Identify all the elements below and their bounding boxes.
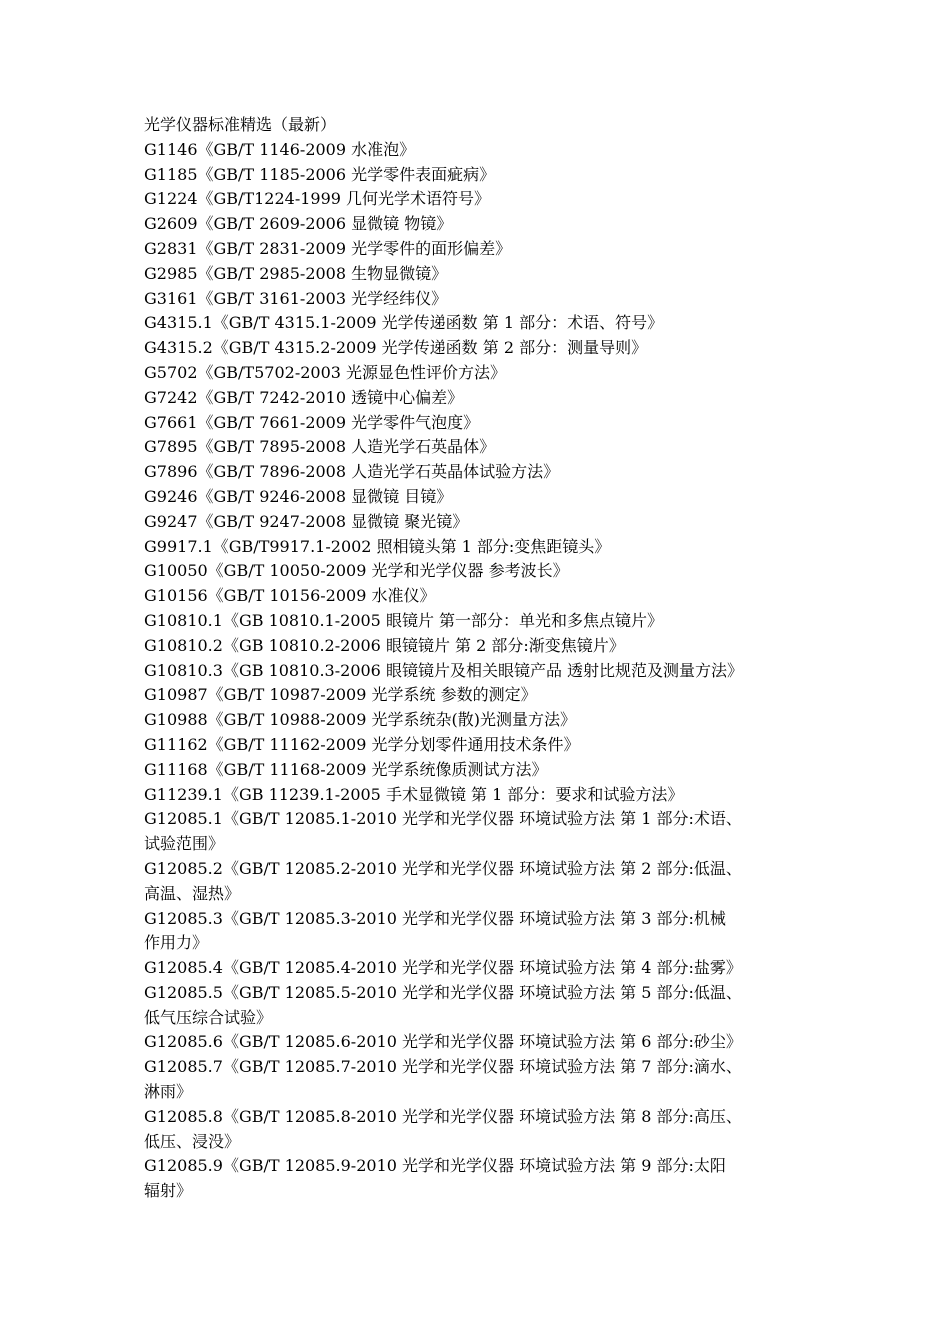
standard-entry-continuation: 低气压综合试验》: [144, 1007, 273, 1027]
standard-entry: G12085.8《GB/T 12085.8-2010 光学和光学仪器 环境试验方法 第 8 部分:高压、: [144, 1106, 742, 1126]
standard-entry: G2609《GB/T 2609-2006 显微镜 物镜》: [144, 214, 453, 234]
standard-entry-continuation: 作用力》: [144, 933, 209, 953]
standard-entry: G9917.1《GB/T9917.1-2002 照相镜头第 1 部分:变焦距镜头》: [144, 536, 611, 556]
standard-entry: G12085.2《GB/T 12085.2-2010 光学和光学仪器 环境试验方法 第 2 部分:低温、: [144, 858, 742, 878]
standard-entry: G10810.3《GB 10810.3-2006 眼镜镜片及相关眼镜产品 透射比规范及测量方法》: [144, 660, 744, 680]
standard-entry: G10050《GB/T 10050-2009 光学和光学仪器 参考波长》: [144, 561, 569, 581]
standard-entry: G7661《GB/T 7661-2009 光学零件气泡度》: [144, 412, 480, 432]
standard-entry: G12085.9《GB/T 12085.9-2010 光学和光学仪器 环境试验方法 第 9 部分:太阳: [144, 1156, 726, 1176]
standard-entry-continuation: 试验范围》: [144, 834, 225, 854]
standard-entry: G2831《GB/T 2831-2009 光学零件的面形偏差》: [144, 238, 512, 258]
standard-entry: G9247《GB/T 9247-2008 显微镜 聚光镜》: [144, 511, 469, 531]
standard-entry: G3161《GB/T 3161-2003 光学经纬仪》: [144, 288, 448, 308]
document-title: 光学仪器标准精选（最新）: [144, 115, 337, 134]
standard-entry: G5702《GB/T5702-2003 光源显色性评价方法》: [144, 362, 507, 382]
standard-entry: G4315.2《GB/T 4315.2-2009 光学传递函数 第 2 部分：测量导则》: [144, 338, 648, 358]
standard-entry: G10987《GB/T 10987-2009 光学系统 参数的测定》: [144, 685, 537, 705]
standard-entry: G2985《GB/T 2985-2008 生物显微镜》: [144, 263, 448, 283]
standard-entry: G11239.1《GB 11239.1-2005 手术显微镜 第 1 部分：要求和试验方法》: [144, 784, 684, 804]
standard-entry: G4315.1《GB/T 4315.1-2009 光学传递函数 第 1 部分：术语、符号》: [144, 313, 664, 333]
standard-entry: G9246《GB/T 9246-2008 显微镜 目镜》: [144, 486, 453, 506]
standard-entry: G10156《GB/T 10156-2009 水准仪》: [144, 586, 436, 606]
standard-entry: G7242《GB/T 7242-2010 透镜中心偏差》: [144, 387, 464, 407]
standard-entry-continuation: 低压、浸没》: [144, 1131, 241, 1151]
standard-entry: G1185《GB/T 1185-2006 光学零件表面疵病》: [144, 164, 496, 184]
standard-entry-continuation: 高温、湿热》: [144, 883, 241, 903]
standard-entry: G12085.4《GB/T 12085.4-2010 光学和光学仪器 环境试验方法 第 4 部分:盐雾》: [144, 958, 742, 978]
standard-entry: G12085.6《GB/T 12085.6-2010 光学和光学仪器 环境试验方法 第 6 部分:砂尘》: [144, 1032, 742, 1052]
standard-entry: G10988《GB/T 10988-2009 光学系统杂(散)光测量方法》: [144, 710, 576, 730]
standard-entry: G11168《GB/T 11168-2009 光学系统像质测试方法》: [144, 759, 548, 779]
standard-entry-continuation: 辐射》: [144, 1181, 193, 1201]
standard-entry: G11162《GB/T 11162-2009 光学分划零件通用技术条件》: [144, 734, 580, 754]
standard-entry: G10810.2《GB 10810.2-2006 眼镜镜片 第 2 部分:渐变焦镜片》: [144, 635, 625, 655]
standard-entry: G10810.1《GB 10810.1-2005 眼镜片 第一部分：单光和多焦点镜片》: [144, 610, 664, 630]
standard-entry-continuation: 淋雨》: [144, 1082, 193, 1102]
standard-entry: G7895《GB/T 7895-2008 人造光学石英晶体》: [144, 437, 496, 457]
standard-entry: G1146《GB/T 1146-2009 水准泡》: [144, 139, 416, 159]
standard-entry: G12085.1《GB/T 12085.1-2010 光学和光学仪器 环境试验方法 第 1 部分:术语、: [144, 809, 742, 829]
standard-entry: G12085.3《GB/T 12085.3-2010 光学和光学仪器 环境试验方法 第 3 部分:机械: [144, 908, 726, 928]
document-body: [144, 113, 814, 1204]
standard-entry: G12085.5《GB/T 12085.5-2010 光学和光学仪器 环境试验方法 第 5 部分:低温、: [144, 982, 742, 1002]
standard-entry: G7896《GB/T 7896-2008 人造光学石英晶体试验方法》: [144, 462, 560, 482]
standard-entry: G12085.7《GB/T 12085.7-2010 光学和光学仪器 环境试验方法 第 7 部分:滴水、: [144, 1057, 742, 1077]
standard-entry: G1224《GB/T1224-1999 几何光学术语符号》: [144, 189, 491, 209]
